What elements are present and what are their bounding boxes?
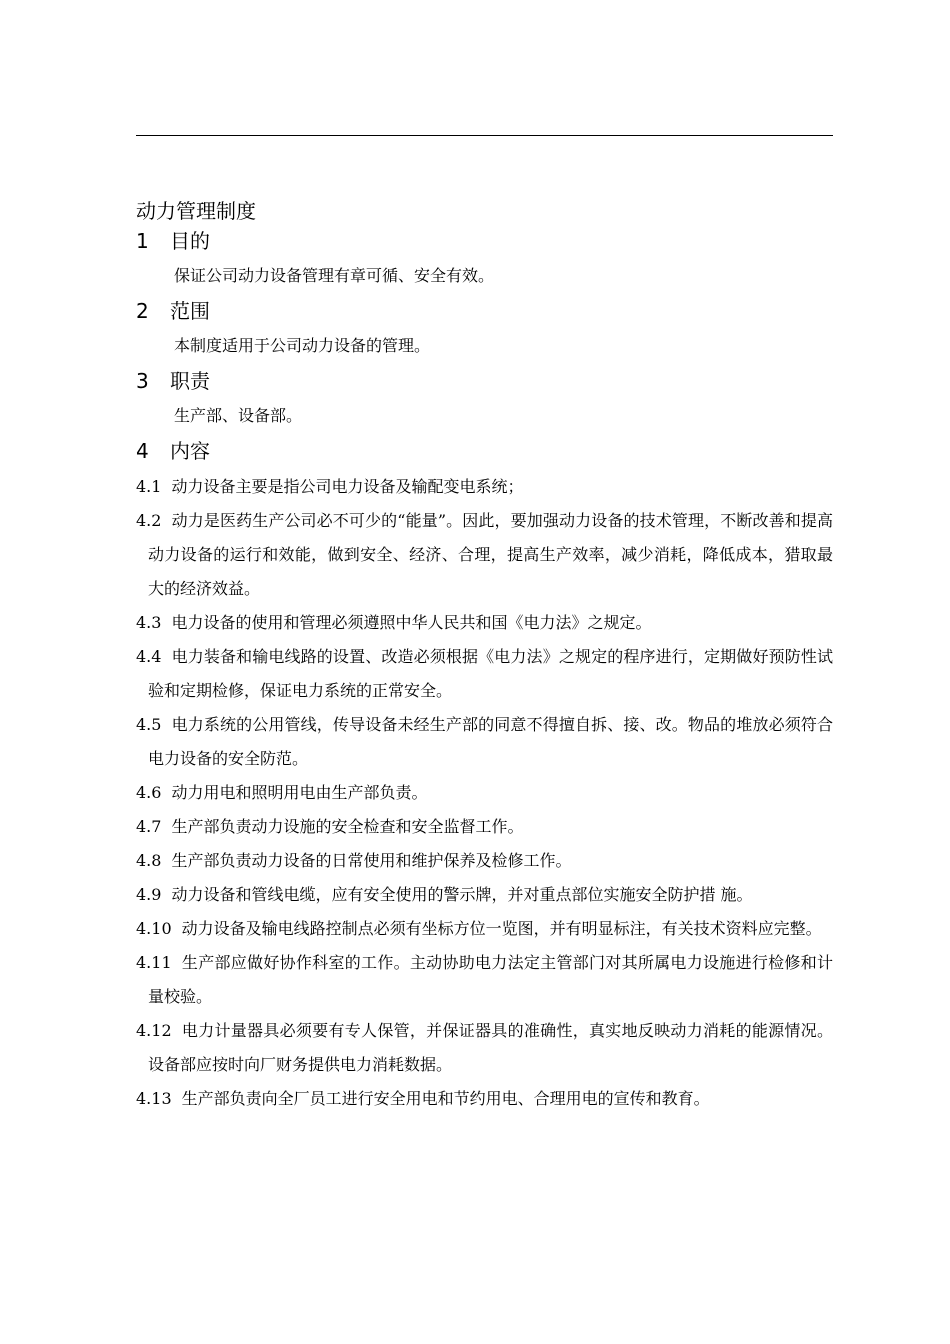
item-text: 动力是医药生产公司必不可少的“能量”。因此，要加强动力设备的技术管理，不断改善和提高动力设备的运行和效能，做到安全、经济、合理，提高生产效率，减少消耗，降低成本，猎取最大的经济效益。: [148, 511, 833, 598]
section-number: 3: [136, 369, 149, 393]
item-text: 生产部负责动力设备的日常使用和维护保养及检修工作。: [171, 851, 572, 870]
section-title: 目的: [170, 229, 210, 253]
item-number: 4.9: [136, 885, 162, 904]
item-number: 4.4: [136, 647, 162, 666]
item-number: 4.12: [136, 1021, 172, 1040]
item-number: 4.2: [136, 511, 162, 530]
header-rule: [136, 135, 833, 136]
list-item: [136, 504, 833, 606]
item-number: 4.7: [136, 817, 162, 836]
item-text: 动力设备和管线电缆，应有安全使用的警示牌，并对重点部位实施安全防护措 施。: [171, 885, 753, 904]
item-number: 4.3: [136, 613, 162, 632]
list-item: [136, 946, 833, 1014]
document-body: [136, 196, 833, 1116]
item-text: 生产部应做好协作科室的工作。主动协助电力法定主管部门对其所属电力设施进行检修和计量校验。: [148, 953, 833, 1006]
item-text: 动力设备及输电线路控制点必须有坐标方位一览图，并有明显标注，有关技术资料应完整。: [181, 919, 822, 938]
item-text: 电力计量器具必须要有专人保管，并保证器具的准确性，真实地反映动力消耗的能源情况。设备部应按时向厂财务提供电力消耗数据。: [148, 1021, 833, 1074]
section-number: 4: [136, 439, 149, 463]
item-number: 4.6: [136, 783, 162, 802]
section-paragraph: 本制度适用于公司动力设备的管理。: [174, 336, 431, 355]
section-number: 1: [136, 229, 149, 253]
item-number: 4.5: [136, 715, 162, 734]
section-title: 内容: [170, 439, 210, 463]
section-paragraph: 保证公司动力设备管理有章可循、安全有效。: [174, 266, 495, 285]
list-item: [136, 912, 833, 946]
section-heading: [136, 436, 833, 466]
list-item: [136, 878, 833, 912]
item-number: 4.10: [136, 919, 172, 938]
list-item: [136, 606, 833, 640]
list-item: [136, 1082, 833, 1116]
item-number: 4.13: [136, 1089, 172, 1108]
list-item: [136, 776, 833, 810]
section-heading: [136, 296, 833, 326]
section-paragraph: 生产部、设备部。: [174, 406, 303, 425]
item-text: 生产部负责向全厂员工进行安全用电和节约用电、合理用电的宣传和教育。: [181, 1089, 710, 1108]
item-number: 4.11: [136, 953, 172, 972]
section-heading: [136, 226, 833, 256]
list-item: [136, 640, 833, 708]
list-item: [136, 810, 833, 844]
section-title: 范围: [170, 299, 210, 323]
section-title: 职责: [170, 369, 210, 393]
list-item: [136, 1014, 833, 1082]
section-heading: [136, 366, 833, 396]
item-number: 4.1: [136, 477, 162, 496]
list-item: [136, 470, 833, 504]
item-text: 电力设备的使用和管理必须遵照中华人民共和国《电力法》之规定。: [171, 613, 652, 632]
document-title: 动力管理制度: [136, 199, 256, 223]
item-text: 电力系统的公用管线，传导设备未经生产部的同意不得擅自拆、接、改。物品的堆放必须符合电力设备的安全防范。: [148, 715, 833, 768]
list-item: [136, 708, 833, 776]
item-text: 电力装备和输电线路的设置、改造必须根据《电力法》之规定的程序进行，定期做好预防性试验和定期检修，保证电力系统的正常安全。: [148, 647, 833, 700]
section-number: 2: [136, 299, 149, 323]
item-text: 动力设备主要是指公司电力设备及输配变电系统；: [171, 477, 524, 496]
item-number: 4.8: [136, 851, 162, 870]
item-text: 生产部负责动力设施的安全检查和安全监督工作。: [171, 817, 524, 836]
list-item: [136, 844, 833, 878]
item-text: 动力用电和照明用电由生产部负责。: [171, 783, 428, 802]
